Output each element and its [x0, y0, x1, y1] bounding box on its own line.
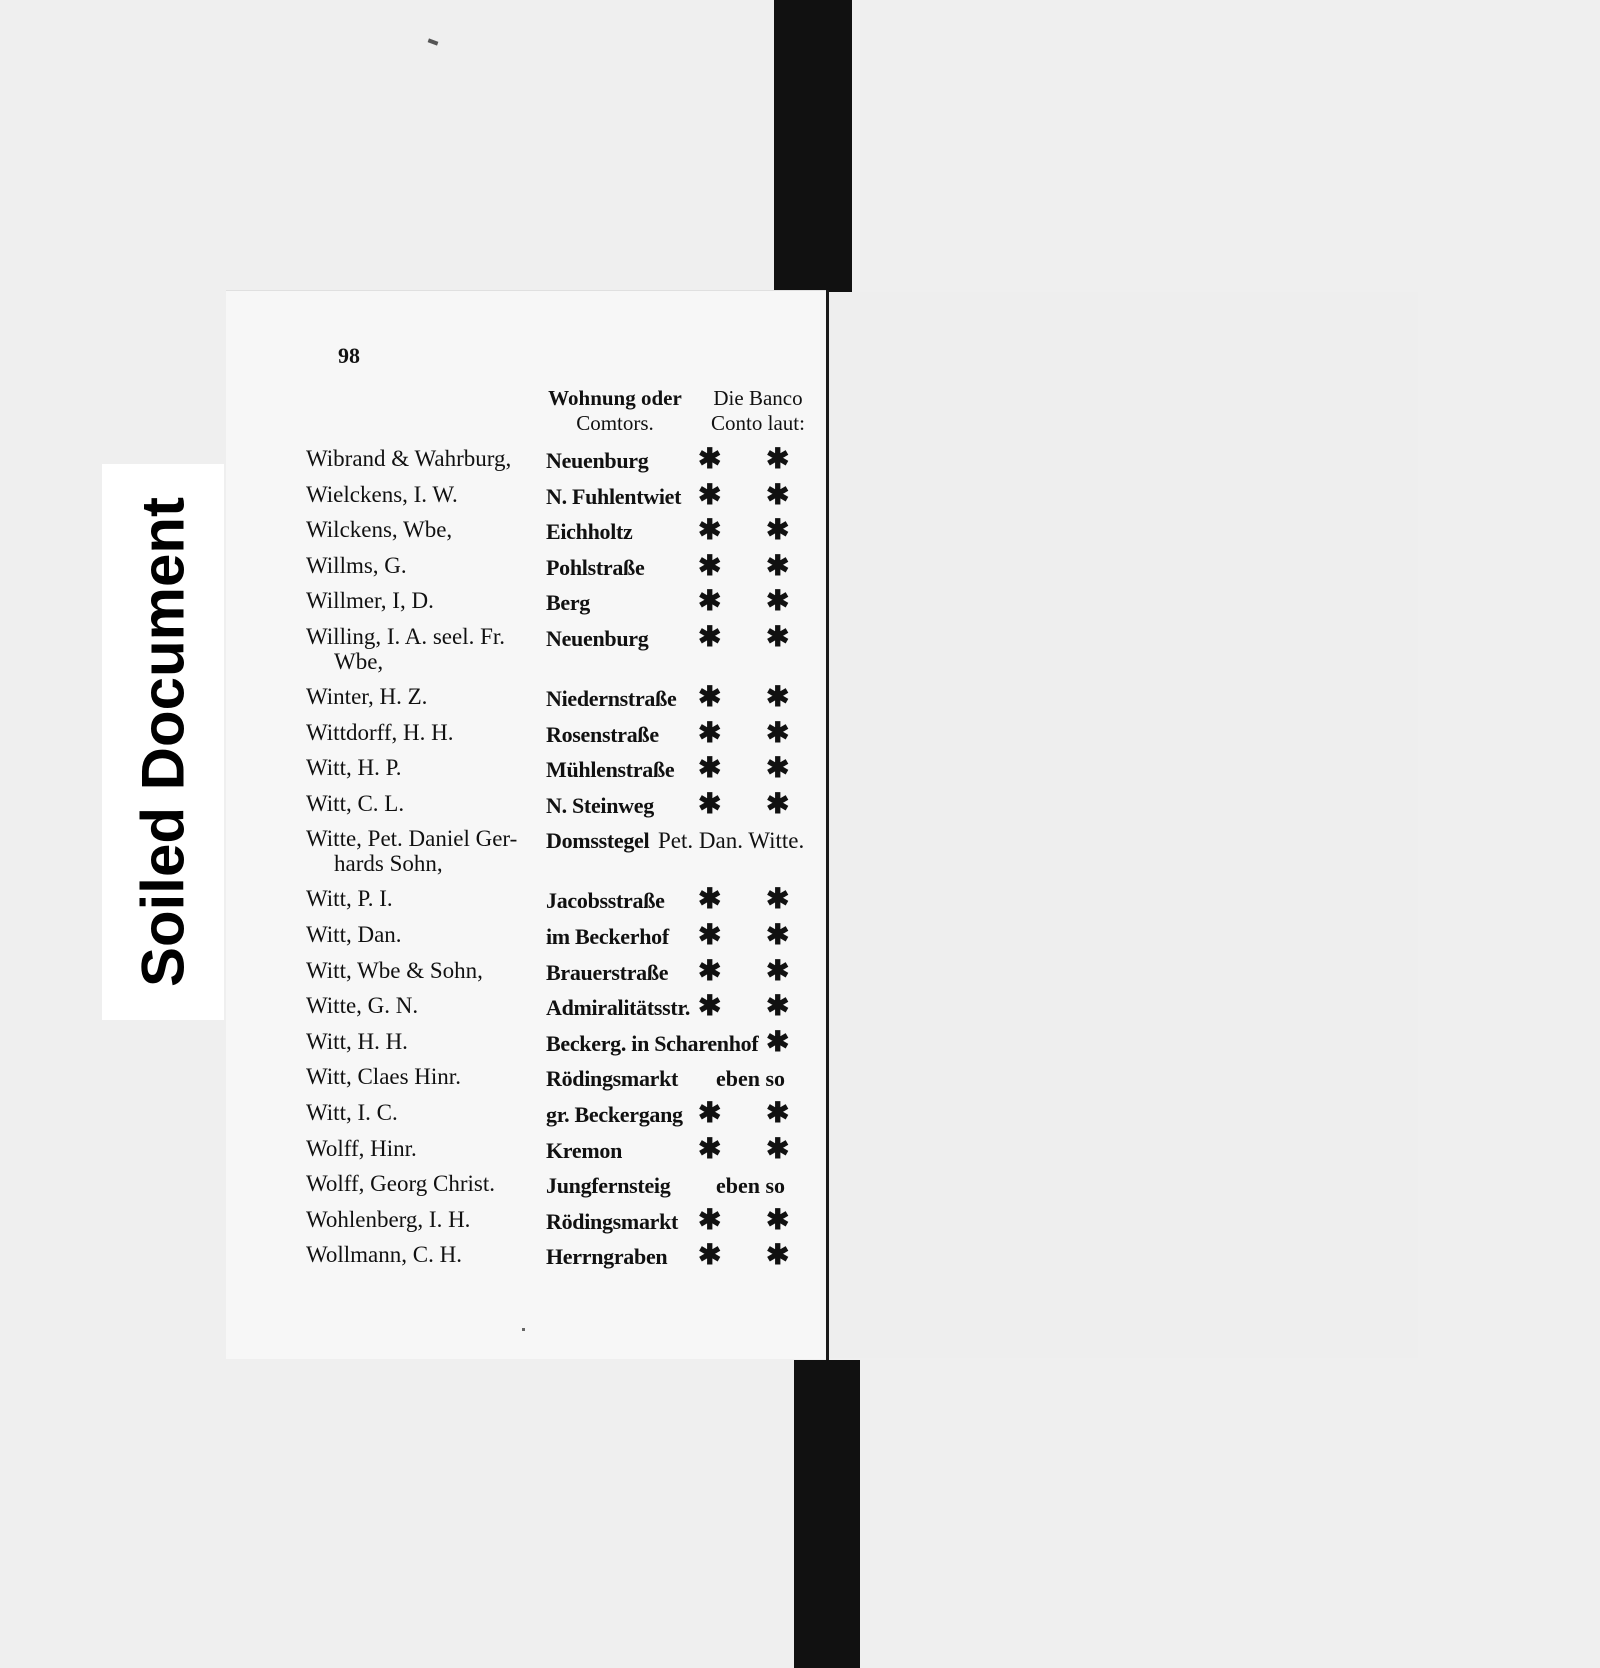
entry-name-line1: Witte, Pet. Daniel Ger-	[306, 826, 518, 852]
entry-name-line1: Witt, P. I.	[306, 886, 393, 912]
entry-name-line1: Wittdorff, H. H.	[306, 719, 454, 745]
banco-mark-icon: ✱	[698, 621, 722, 653]
banco-mark-icon: ✱	[766, 1204, 790, 1236]
entry-address: Berg	[546, 590, 591, 616]
banco-mark-icon: ✱	[698, 955, 722, 987]
entry-name-line1: Witt, H. H.	[306, 1028, 408, 1054]
banco-mark-icon: ✱	[766, 919, 790, 951]
entry-name-line1: Willing, I. A. seel. Fr.	[306, 623, 506, 649]
list-item	[306, 681, 826, 720]
entry-name-line1: Wielckens, I. W.	[306, 481, 458, 507]
binding-strip-top	[774, 0, 852, 294]
entry-name	[306, 1100, 546, 1125]
banco-mark-icon: ✱	[698, 788, 722, 820]
banco-mark-icon: ✱	[698, 586, 722, 618]
entry-name-line1: Willmer, I, D.	[306, 588, 434, 614]
entry-address: im Beckerhof	[546, 923, 669, 949]
entry-name-line1: Witt, I. C.	[306, 1099, 398, 1125]
entry-address: Neuenburg	[546, 625, 649, 651]
entry-name	[306, 517, 546, 542]
entry-address: Rödingsmarkt	[546, 1066, 679, 1092]
entry-address: N. Fuhlentwiet	[546, 483, 682, 509]
entry-address: Kremon	[546, 1137, 623, 1163]
list-item	[306, 993, 826, 1029]
entry-name	[306, 755, 546, 780]
list-item	[306, 1133, 826, 1172]
entry-name	[306, 1136, 546, 1161]
entry-name-line2: Wbe,	[334, 648, 384, 674]
banco-mark-icon: ✱	[766, 444, 790, 475]
banco-mark-icon: ✱	[766, 621, 790, 653]
entry-name	[306, 1242, 546, 1267]
entry-name-line1: Witt, H. P.	[306, 755, 402, 781]
banco-mark-icon: ✱	[766, 550, 790, 582]
banco-mark-icon: ✱	[766, 753, 790, 785]
entry-name-line1: Wollmann, C. H.	[306, 1242, 462, 1268]
entry-name	[306, 553, 546, 578]
entry-address: N. Steinweg	[546, 792, 654, 818]
stamp-text: Soiled Document	[129, 496, 197, 988]
banco-mark-icon: ✱	[698, 1097, 722, 1129]
list-item	[306, 886, 826, 922]
entry-name	[306, 1029, 546, 1054]
entry-banco-note: eben so	[716, 1066, 786, 1092]
banco-mark-icon: ✱	[766, 1097, 790, 1129]
entry-name	[306, 922, 546, 947]
entry-address: Admiralitätsstr.	[546, 995, 691, 1021]
banco-mark-icon: ✱	[698, 1240, 722, 1272]
entry-name	[306, 720, 546, 745]
banco-mark-icon: ✱	[766, 884, 790, 916]
entry-name-line1: Witt, Dan.	[306, 921, 402, 947]
banco-mark-icon: ✱	[766, 515, 790, 547]
list-item	[306, 717, 826, 756]
list-item	[306, 479, 826, 518]
list-item	[306, 1242, 826, 1278]
entry-name	[306, 482, 546, 507]
banco-mark-icon: ✱	[698, 753, 722, 785]
banco-mark-icon: ✱	[698, 681, 722, 713]
entry-name-line1: Wolff, Hinr.	[306, 1135, 417, 1161]
entry-name	[306, 993, 546, 1018]
banco-mark-icon: ✱	[766, 479, 790, 511]
list-item	[306, 788, 826, 827]
banco-mark-icon: ✱	[766, 586, 790, 618]
entry-address: Rosenstraße	[546, 721, 659, 747]
entry-address: gr. Beckergang	[546, 1101, 683, 1127]
banco-mark-icon: ✱	[698, 550, 722, 582]
directory-list	[306, 446, 826, 1278]
entry-name	[306, 446, 546, 471]
banco-mark-icon: ✱	[766, 1133, 790, 1165]
banco-mark-icon: ✱	[698, 991, 722, 1023]
banco-mark-icon: ✱	[698, 515, 722, 547]
banco-mark-icon: ✱	[698, 717, 722, 749]
banco-mark-icon: ✱	[766, 788, 790, 820]
entry-address: Neuenburg	[546, 448, 649, 473]
entry-address: Rödingsmarkt	[546, 1208, 679, 1234]
list-item	[306, 588, 826, 624]
entry-name-line1: Wohlenberg, I. H.	[306, 1206, 471, 1232]
list-item	[306, 1204, 826, 1243]
list-item	[306, 955, 826, 994]
address-column-header	[546, 386, 684, 436]
entry-name-line1: Willms, G.	[306, 552, 407, 578]
banco-mark-icon: ✱	[766, 681, 790, 713]
banco-mark-icon: ✱	[766, 1240, 790, 1272]
entry-name	[306, 624, 546, 674]
entry-address: Domsstegel	[546, 828, 650, 854]
entry-address: Beckerg. in Scharenhof	[546, 1030, 759, 1056]
list-item	[306, 1171, 826, 1207]
banco-mark-icon: ✱	[698, 1204, 722, 1236]
entry-name	[306, 1171, 546, 1196]
banco-mark-icon: ✱	[766, 991, 790, 1023]
entry-name-line1: Witt, C. L.	[306, 790, 405, 816]
banco-mark-icon: ✱	[766, 717, 790, 749]
entry-name	[306, 588, 546, 613]
entry-address: Niedernstraße	[546, 685, 677, 711]
entry-name-line2: hards Sohn,	[334, 851, 443, 877]
entry-name-line1: Wilckens, Wbe,	[306, 517, 453, 543]
entry-address: Mühlenstraße	[546, 757, 675, 783]
entry-name	[306, 886, 546, 911]
address-header-line1: Wohnung oder	[548, 386, 682, 410]
entry-address: Jacobsstraße	[546, 888, 665, 914]
banco-mark-icon: ✱	[698, 884, 722, 916]
entry-name-line1: Wolff, Georg Christ.	[306, 1171, 495, 1197]
list-item	[306, 755, 826, 791]
right-page	[828, 292, 1418, 1358]
entry-name	[306, 791, 546, 816]
list-item	[306, 621, 826, 684]
banco-column-header	[700, 386, 816, 436]
spine-line	[826, 290, 829, 1360]
banco-header-line2: Conto laut:	[711, 411, 805, 435]
entry-address: Eichholtz	[546, 519, 633, 545]
list-item	[306, 826, 826, 886]
ink-dot	[522, 1328, 525, 1331]
entry-address: Pohlstraße	[546, 554, 645, 580]
list-item	[306, 1064, 826, 1100]
address-header-line2: Comtors.	[576, 411, 654, 435]
banco-mark-icon: ✱	[766, 955, 790, 987]
banco-header-line1: Die Banco	[713, 386, 803, 410]
entry-address: Herrngraben	[546, 1244, 668, 1270]
entry-name	[306, 826, 546, 876]
entry-name	[306, 1064, 546, 1089]
list-item	[306, 919, 826, 958]
banco-mark-icon: ✱	[766, 1026, 790, 1058]
entry-name-line1: Wibrand & Wahrburg,	[306, 446, 512, 471]
page-number: 98	[338, 343, 360, 368]
banco-mark-icon: ✱	[698, 919, 722, 951]
entry-address: Brauerstraße	[546, 959, 669, 985]
entry-banco-note: eben so	[716, 1173, 786, 1199]
entry-name-line1: Witt, Wbe & Sohn,	[306, 957, 483, 983]
list-item	[306, 446, 826, 482]
binding-strip-bottom	[794, 1360, 860, 1668]
banco-mark-icon: ✱	[698, 444, 722, 475]
entry-account-holder: Pet. Dan. Witte.	[658, 828, 805, 854]
entry-name-line1: Witte, G. N.	[306, 993, 419, 1019]
list-item	[306, 1026, 826, 1065]
banco-mark-icon: ✱	[698, 1133, 722, 1165]
entry-name	[306, 684, 546, 709]
banco-mark-icon: ✱	[698, 479, 722, 511]
entry-name	[306, 1207, 546, 1232]
list-item	[306, 1097, 826, 1136]
entry-name	[306, 958, 546, 983]
entry-name-line1: Winter, H. Z.	[306, 683, 428, 709]
entry-address: Jungfernsteig	[546, 1173, 671, 1199]
entry-name-line1: Witt, Claes Hinr.	[306, 1064, 461, 1090]
list-item	[306, 517, 826, 553]
list-item	[306, 550, 826, 589]
